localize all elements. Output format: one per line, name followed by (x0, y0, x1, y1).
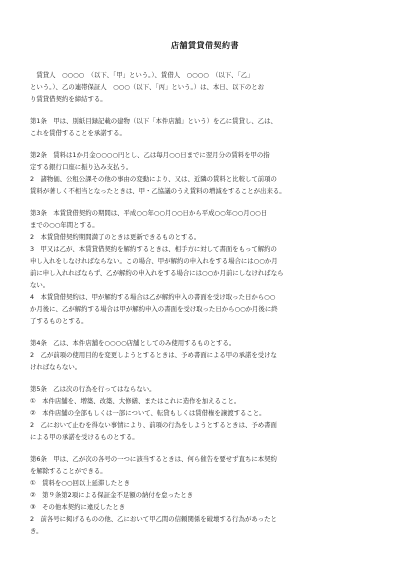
text-line: ① 賃料を○○回以上延滞したとき (30, 479, 130, 487)
text-line: ない。 (30, 281, 50, 289)
text-line: 申し入れをしなければならない。この場合、甲が解約の申入れをする場合には○○か月 (30, 257, 278, 265)
text-line: 2 乙が前項の使用目的を変更しようとするときは、予め書面による甲の承諾を受けな (30, 351, 277, 359)
text-line: ③ その他本契約に違反したとき (30, 503, 126, 511)
clause-paragraph (30, 453, 380, 537)
clause-paragraph (30, 207, 380, 327)
text-line: を解除することができる。 (30, 467, 107, 475)
clause-paragraph (30, 337, 380, 373)
text-line: ② 第９条第2項による保証金不足額の納付を怠ったとき (30, 491, 194, 499)
text-line: 2 諸物価、公租公課その他の事由の変動により、又は、近隣の賃料と比較して前項の (30, 175, 277, 183)
text-line: 第5条 乙は次の行為を行ってはならない。 (30, 385, 156, 393)
clause-paragraph (30, 115, 380, 139)
text-line: までの○○年間とする。 (30, 221, 99, 229)
text-line: 4 本賃貸借契約は、甲が解約する場合は乙が解約申入の書面を受け取った日から○○ (30, 293, 276, 301)
text-line: 賃貸人 ○○○○ （以下、「甲」という。）、賃借人 ○○○○ （以下、「乙」 (30, 71, 254, 79)
text-line: 定する銀行口座に振り込み支払う。 (30, 163, 133, 171)
text-line: 第2条 賃料は1か月金○○○○円とし、乙は毎月○○日までに翌月分の賃料を甲の指 (30, 151, 270, 159)
text-line: 第3条 本賃貸借契約の期間は、平成○○年○○月○○日から平成○○年○○月○○日 (30, 209, 268, 217)
text-line: 2 前各号に掲げるものの他、乙において甲乙間の信頼関係を破壊する行為があったと (30, 515, 277, 523)
text-line: という。）、乙の連帯保証人 ○○○（以下、「丙」という。）は、本日、以下のとお (30, 83, 264, 91)
clause-paragraph (30, 149, 380, 197)
document-title: 店舗賃貸借契約書 (171, 41, 239, 50)
text-line: 第6条 甲は、乙が次の各号の一つに該当するときは、何ら催告を要せず直ちに本契約 (30, 455, 277, 463)
text-line: ① 本件店舗を、増築、改築、大修繕、またはこれに造作を加えること。 (30, 397, 241, 405)
text-line: 前に申し入れればならず、乙が解約の申入れをする場合には○○か月前にしなければなら (30, 269, 284, 277)
text-line: 2 乙において止むを得ない事情により、前項の行為をしようとするときは、予め書面 (30, 421, 277, 429)
clause-paragraph (30, 69, 380, 105)
text-line: ② 本件店舗の全部もしくは一部について、転貸もしくは賃借権を譲渡すること。 (30, 409, 266, 417)
text-line: による甲の承諾を受けるものとする。 (30, 433, 139, 441)
text-line: 2 本賃貸借契約期間満了のときは更新できるものとする。 (30, 233, 201, 241)
text-line: 賃料が著しく不相当となったときは、甲・乙協議のうえ賃料の増減をすることが出来る。 (30, 187, 286, 195)
text-line: 第4条 乙は、本件店舗を○○○○店舗としてのみ使用するものとする。 (30, 339, 236, 347)
text-line: 第1条 甲は、別紙目録記載の建物（以下「本件店舗」という）を乙に賃貸し、乙は、 (30, 117, 277, 125)
text-line: これを賃借することを承諾する。 (30, 129, 126, 137)
text-line: ければならない。 (30, 363, 82, 371)
text-line: 了するものとする。 (30, 317, 88, 325)
document-body (30, 69, 380, 537)
text-line: り賃貸借契約を締結する。 (30, 95, 107, 103)
clause-paragraph (30, 383, 380, 443)
text-line: 3 甲又は乙が、本賃貸借契約を解約するときは、相手方に対して書面をもって解約の (30, 245, 277, 253)
text-line: か月後に、乙が解約する場合は甲が解約申入の書面を受け取った日から○○か月後に終 (30, 305, 278, 313)
text-line: き。 (30, 527, 43, 535)
